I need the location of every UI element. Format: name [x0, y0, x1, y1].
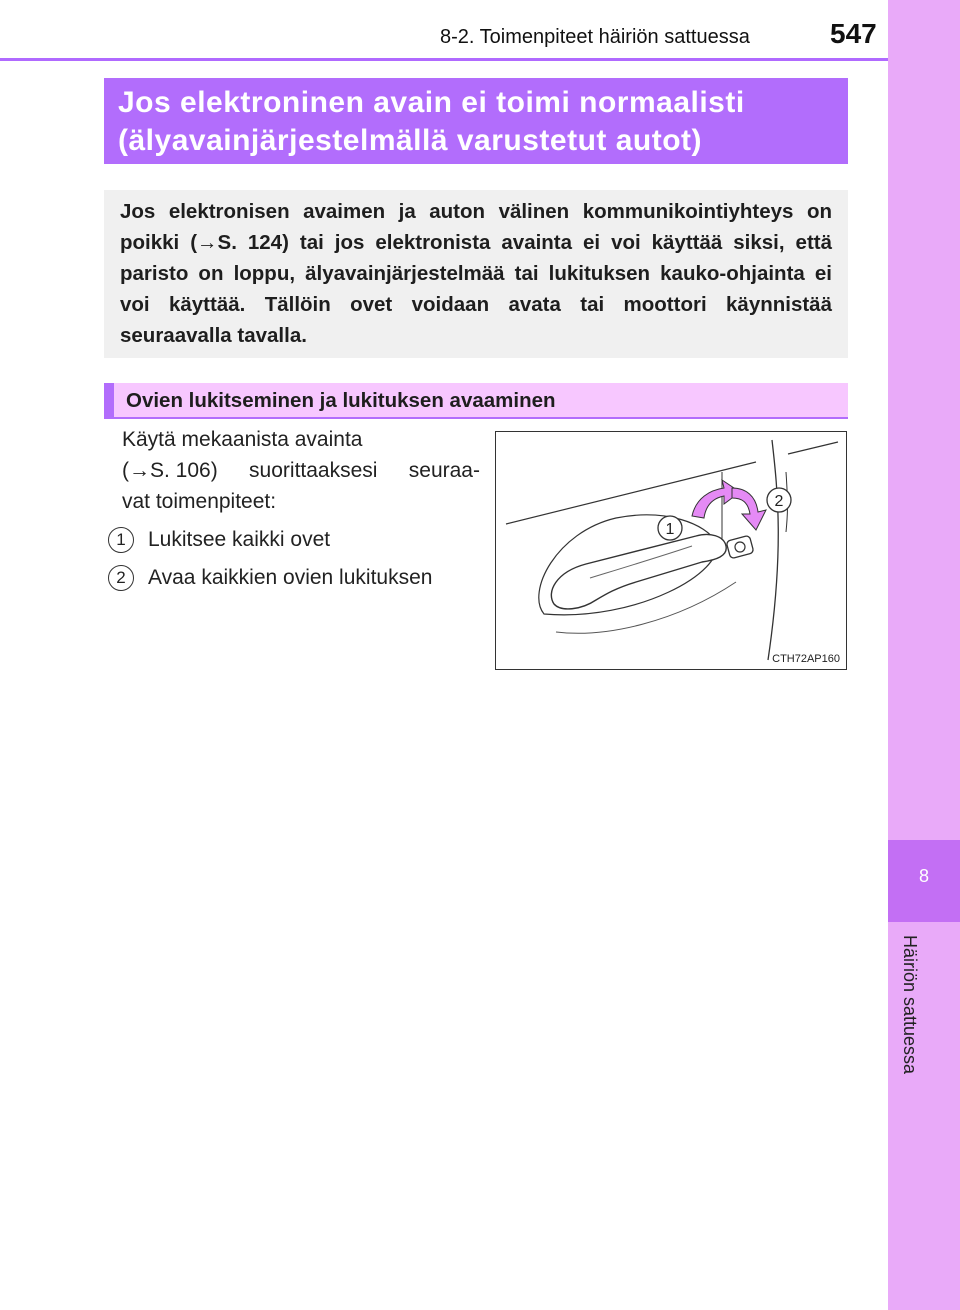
door-handle-illustration — [495, 431, 847, 670]
door-handle — [551, 534, 726, 608]
body-line-3: vat toimenpiteet: — [122, 490, 277, 513]
page-title-box — [104, 78, 848, 164]
page-title-line-1: Jos elektroninen avain ei toimi normaalisti — [118, 86, 745, 119]
page-reference-link[interactable]: (→S. 106) — [122, 459, 218, 482]
running-header-section: 8-2. Toimenpiteet häiriön sattuessa — [440, 26, 750, 48]
list-item — [108, 560, 488, 596]
door-crease-line-right — [788, 442, 838, 454]
body-line-2 — [122, 455, 480, 486]
step-text: Lukitsee kaikki ovet — [148, 528, 331, 551]
page-number: 547 — [830, 18, 877, 49]
section-body — [122, 424, 480, 517]
step-number-badge: 1 — [108, 527, 134, 553]
chapter-side-tab — [888, 0, 960, 1310]
chapter-number-box: 8 — [888, 840, 960, 922]
chapter-title-vertical: Häiriön sattuessa — [900, 935, 920, 1075]
door-handle-drawing — [496, 432, 845, 668]
step-list — [108, 522, 488, 598]
step-number-badge: 2 — [108, 565, 134, 591]
body-line-2-word-2: seuraa- — [408, 459, 480, 482]
unlock-arrow-icon — [732, 488, 766, 530]
intro-box — [104, 190, 848, 358]
step-text: Avaa kaikkien ovien lukituksen — [148, 566, 433, 589]
header-rule — [0, 58, 888, 61]
figure-code: CTH72AP160 — [772, 653, 840, 665]
lock-arrow-icon — [692, 480, 740, 518]
door-edge-line — [768, 440, 778, 660]
intro-text: Jos elektronisen avaimen ja auton välinen kommunikointiyhteys on poikki (→S. 124) tai jos elektronista avainta ei voi käyttää siksi, että paristo on loppu, älyavainjärjestelmää tai lukituksen kauko-ohjainta ei voi käyttää. Tällöin ovet voidaan avata tai moottori käynnistää seuraavalla tavalla. — [120, 200, 832, 347]
callout-1-label: 1 — [665, 521, 675, 538]
section-title: Ovien lukitseminen ja lukituksen avaaminen — [104, 383, 848, 419]
page-title-line-2: (älyavainjärjestelmällä varustetut autot) — [118, 124, 703, 157]
body-line-2-word-1: suorittaaksesi — [249, 459, 378, 482]
callout-2-label: 2 — [774, 493, 784, 510]
body-line-1: Käytä mekaanista avainta — [122, 428, 363, 451]
list-item — [108, 522, 488, 558]
